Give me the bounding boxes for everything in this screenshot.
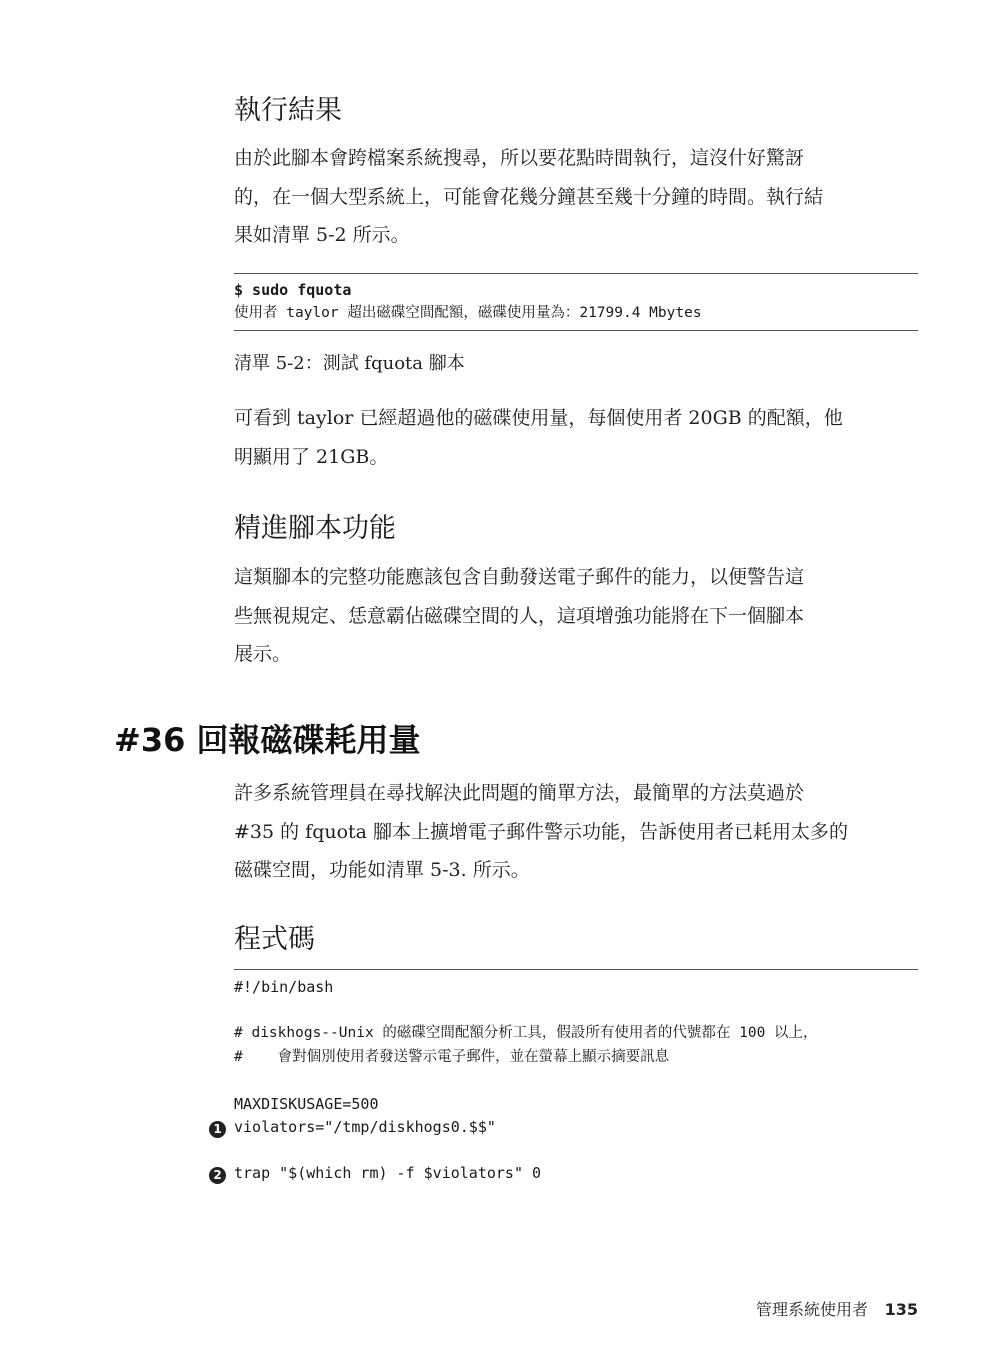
code-line-maxdiskusage: MAXDISKUSAGE=500 <box>234 1095 379 1113</box>
callout-1-icon: 1 <box>209 1121 226 1138</box>
code-line-violators: violators="/tmp/diskhogs0.$$" <box>234 1118 496 1136</box>
section-heading-results: 執行結果 <box>234 95 342 126</box>
paragraph-line: 由於此腳本會跨檔案系統搜尋，所以要花點時間執行，這沒什好驚訝 <box>234 147 805 169</box>
listing-command: $ sudo fquota <box>234 281 352 299</box>
paragraph-line: 果如清單 5-2 所示。 <box>234 224 410 246</box>
code-line-trap: trap "$(which rm) -f $violators" 0 <box>234 1164 542 1182</box>
paragraph-line: 許多系統管理員在尋找解決此問題的簡單方法，最簡單的方法莫過於 <box>234 782 805 804</box>
section-heading-improve: 精進腳本功能 <box>234 513 396 544</box>
paragraph-line: 磁碟空間，功能如清單 5-3. 所示。 <box>234 859 530 881</box>
listing-caption: 清單 5-2：測試 fquota 腳本 <box>234 353 465 374</box>
code-line-comment-1: # diskhogs--Unix 的磁碟空間配額分析工具，假設所有使用者的代號都在 100 以上， <box>234 1025 818 1041</box>
code-line-comment-2: # 會對個別使用者發送警示電子郵件，並在螢幕上顯示摘要訊息 <box>234 1049 670 1065</box>
paragraph-line: 明顯用了 21GB。 <box>234 445 389 468</box>
listing-output: 使用者 taylor 超出磁碟空間配額，磁碟使用量為：21799.4 Mbytes <box>234 305 702 321</box>
paragraph-chapter <box>234 774 918 890</box>
chapter-title: #36 回報磁碟耗用量 <box>114 721 421 759</box>
callout-2-icon: 2 <box>209 1167 226 1184</box>
footer-section-name: 管理系統使用者 <box>755 1300 868 1319</box>
paragraph-line: 些無視規定、恁意霸佔磁碟空間的人，這項增強功能將在下一個腳本 <box>234 604 805 627</box>
paragraph-results <box>234 139 918 255</box>
paragraph-line: 的，在一個大型系統上，可能會花幾分鐘甚至幾十分鐘的時間。執行結 <box>234 185 824 208</box>
code-top-rule <box>234 969 918 970</box>
paragraph-line: 展示。 <box>234 643 292 665</box>
code-line-shebang: #!/bin/bash <box>234 978 334 996</box>
section-heading-code: 程式碼 <box>234 924 315 955</box>
footer-page-number: 135 <box>884 1300 918 1319</box>
listing-top-rule <box>234 273 918 274</box>
paragraph-improve <box>234 558 918 674</box>
listing-bottom-rule <box>234 330 918 331</box>
paragraph-line: #35 的 fquota 腳本上擴增電子郵件警示功能，告訴使用者已耗用太多的 <box>234 820 849 843</box>
paragraph-line: 可看到 taylor 已經超過他的磁碟使用量，每個使用者 20GB 的配額，他 <box>234 407 843 429</box>
paragraph-line: 這類腳本的完整功能應該包含自動發送電子郵件的能力，以便警告這 <box>234 566 805 588</box>
paragraph-results-after <box>234 399 918 476</box>
